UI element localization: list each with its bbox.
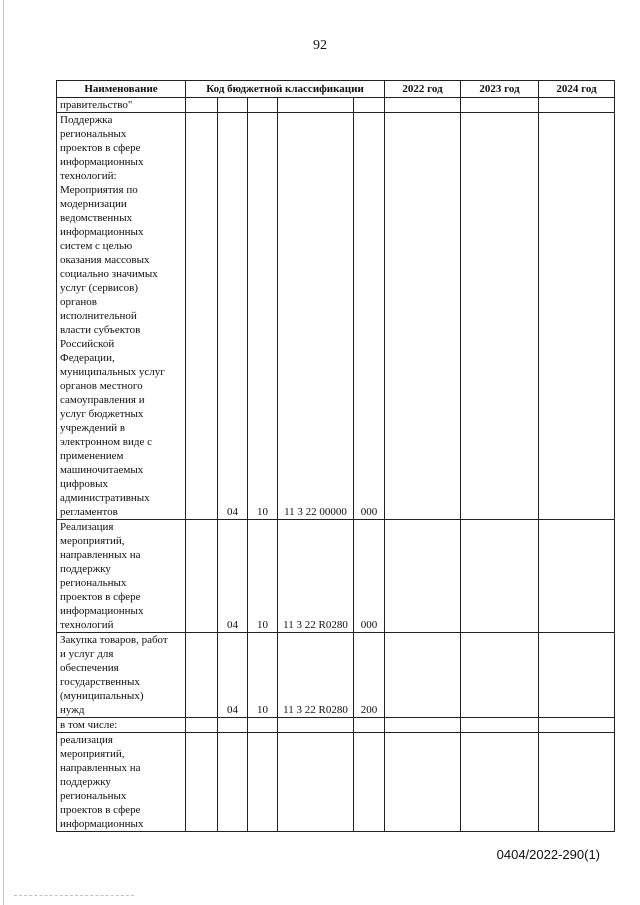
cell-2022 xyxy=(385,520,461,633)
row-name: правительство" xyxy=(57,98,186,113)
cell-2023 xyxy=(461,520,539,633)
header-2024: 2024 год xyxy=(539,81,615,98)
header-name: Наименование xyxy=(57,81,186,98)
cell-empty xyxy=(186,113,218,520)
cell-2023 xyxy=(461,633,539,718)
cell-2024 xyxy=(539,633,615,718)
cell-2023 xyxy=(461,113,539,520)
cell-2022 xyxy=(385,633,461,718)
cell-expense-type: 200 xyxy=(354,633,385,718)
cell-empty xyxy=(186,733,218,832)
budget-table xyxy=(56,80,615,832)
cell-expense-type xyxy=(354,733,385,832)
cell-target-code xyxy=(278,98,354,113)
cell-2024 xyxy=(539,113,615,520)
cell-subsection: 10 xyxy=(248,520,278,633)
header-2022: 2022 год xyxy=(385,81,461,98)
cell-subsection: 10 xyxy=(248,633,278,718)
table-header-row xyxy=(57,81,615,98)
cell-empty xyxy=(186,633,218,718)
cell-expense-type: 000 xyxy=(354,113,385,520)
header-2023: 2023 год xyxy=(461,81,539,98)
row-name: Поддержка региональных проектов в сфере информационных технологий: Мероприятия по модернизации ведомственных информационных систем с целью оказания массовых социально значимых услуг (сервисов) органов исполнительной власти субъектов Российской Федерации, муниципальных услуг органов местного самоуправления и услуг бюджетных учреждений в электронном виде с применением машиночитаемых цифровых административных регламентов xyxy=(57,113,186,520)
cell-subsection xyxy=(248,733,278,832)
cell-empty xyxy=(186,718,218,733)
scan-edge-line xyxy=(3,0,4,905)
cell-2024 xyxy=(539,718,615,733)
row-name: Реализация мероприятий, направленных на поддержку региональных проектов в сфере информационных технологий xyxy=(57,520,186,633)
cell-section: 04 xyxy=(218,633,248,718)
table-row xyxy=(57,733,615,832)
cell-2022 xyxy=(385,733,461,832)
cell-2023 xyxy=(461,733,539,832)
row-name: Закупка товаров, работ и услуг для обеспечения государственных (муниципальных) нужд xyxy=(57,633,186,718)
cell-target-code xyxy=(278,718,354,733)
cell-expense-type xyxy=(354,98,385,113)
cell-2022 xyxy=(385,718,461,733)
cell-expense-type xyxy=(354,718,385,733)
cell-2024 xyxy=(539,520,615,633)
table-row xyxy=(57,718,615,733)
cell-section: 04 xyxy=(218,520,248,633)
scan-artifact xyxy=(14,895,134,900)
cell-target-code xyxy=(278,733,354,832)
row-name: в том числе: xyxy=(57,718,186,733)
cell-section: 04 xyxy=(218,113,248,520)
cell-2022 xyxy=(385,113,461,520)
cell-2023 xyxy=(461,718,539,733)
cell-2024 xyxy=(539,733,615,832)
table-row xyxy=(57,98,615,113)
cell-2023 xyxy=(461,98,539,113)
header-code: Код бюджетной классификации xyxy=(186,81,385,98)
document-code: 0404/2022-290(1) xyxy=(496,847,600,862)
page-number: 92 xyxy=(313,38,327,53)
cell-empty xyxy=(186,98,218,113)
cell-section xyxy=(218,98,248,113)
row-name: реализация мероприятий, направленных на поддержку региональных проектов в сфере информационных xyxy=(57,733,186,832)
cell-2024 xyxy=(539,98,615,113)
cell-subsection xyxy=(248,98,278,113)
cell-target-code: 11 3 22 R0280 xyxy=(278,633,354,718)
cell-empty xyxy=(186,520,218,633)
table-row xyxy=(57,633,615,718)
cell-section xyxy=(218,733,248,832)
cell-subsection xyxy=(248,718,278,733)
cell-subsection: 10 xyxy=(248,113,278,520)
cell-target-code: 11 3 22 R0280 xyxy=(278,520,354,633)
cell-target-code: 11 3 22 00000 xyxy=(278,113,354,520)
cell-2022 xyxy=(385,98,461,113)
table-row xyxy=(57,113,615,520)
cell-section xyxy=(218,718,248,733)
cell-expense-type: 000 xyxy=(354,520,385,633)
table-row xyxy=(57,520,615,633)
